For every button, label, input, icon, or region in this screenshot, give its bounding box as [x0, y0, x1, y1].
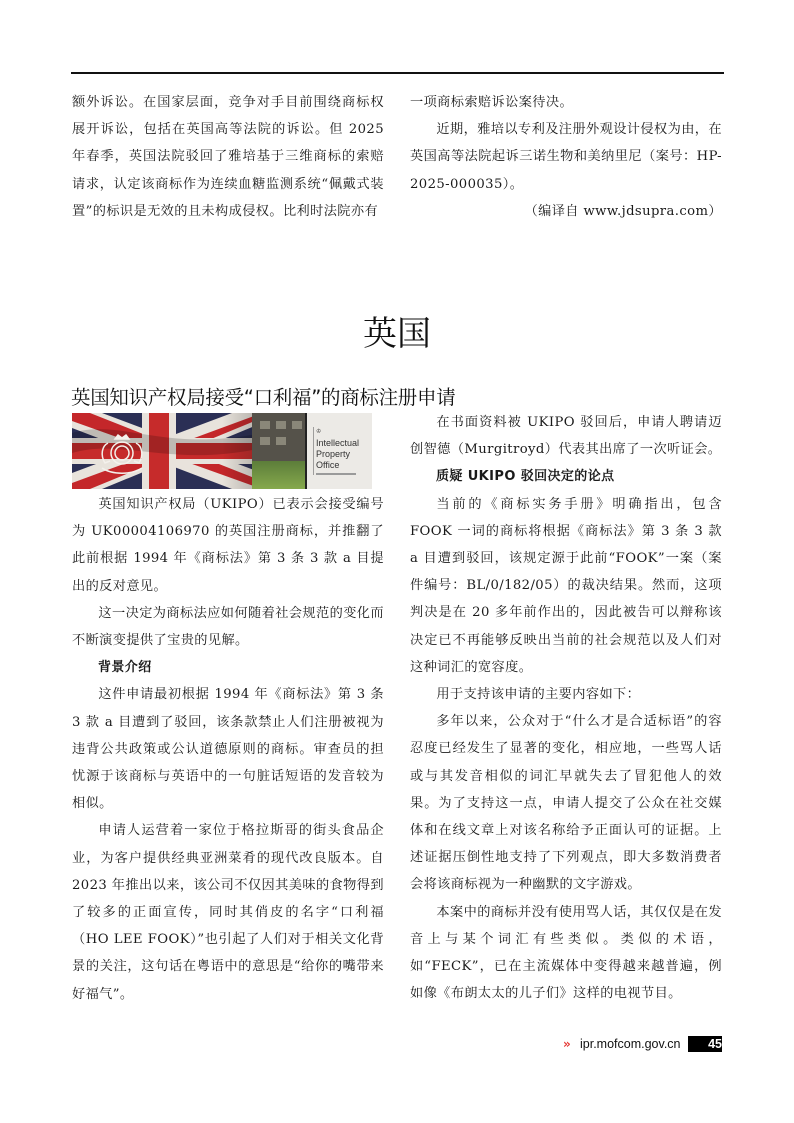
- source-credit: （编译自 www.jdsupra.com）: [524, 203, 722, 219]
- paragraph-feck-example: 本案中的商标并没有使用骂人话，其仅仅是在发音上与某个词汇有些类似。类似的术语，如“FECK”，已在主流媒体中变得越来越普遍，例如像《布朗太太的儿子们》这样的电视节目。: [410, 904, 722, 1002]
- article-banner-image: [72, 413, 372, 489]
- sign-line-1: Intellectual: [316, 438, 360, 448]
- paragraph-initial-refusal: 这件申请最初根据 1994 年《商标法》第 3 条 3 款 a 目遭到了驳回，该条款禁止人们注册被视为违背公共政策或公认道德原则的商标。审查员的担忧源于该商标与英语中的一句脏话短语的发音较为相似。: [72, 687, 384, 812]
- uk-flag-ipo-illustration: [72, 413, 372, 489]
- page-footer: [0, 1036, 794, 1056]
- sign-line-3: Office: [316, 460, 340, 470]
- article-right-column: [410, 409, 722, 1007]
- continuation-left-paragraph: 额外诉讼。在国家层面，竞争对手目前围绕商标权展开诉讼，包括在英国高等法院的诉讼。但 2025 年春季，英国法院驳回了雅培基于三维商标的索赔请求，认定该商标作为连续血糖监测系统“佩戴式装置”的标识是无效的且未构成侵权。比利时法院亦有: [72, 95, 384, 219]
- subhead-background: 背景介绍: [98, 660, 152, 676]
- paragraph-ukipo-accept: 英国知识产权局（UKIPO）已表示会接受编号为 UK00004106970 的英国注册商标，并推翻了此前根据 1994 年《商标法》第 3 条 3 款 a 目提出的反对意见。: [72, 497, 384, 594]
- subhead-arguments: 质疑 UKIPO 驳回决定的论点: [436, 469, 615, 485]
- continuation-left-column: [72, 89, 384, 225]
- header-rule: [71, 72, 724, 74]
- article-title: 英国知识产权局接受“口利福”的商标注册申请: [71, 386, 456, 409]
- continuation-right-paragraph-1: 一项商标索赔诉讼案待决。: [410, 95, 574, 110]
- continuation-right-column: [410, 89, 722, 225]
- sign-crest-icon: ♔: [316, 428, 322, 435]
- article-left-column: [72, 491, 384, 1008]
- paragraph-decision-insight: 这一决定为商标法应如何随着社会规范的变化而不断演变提供了宝贵的见解。: [72, 605, 384, 649]
- paragraph-practice-manual: 当前的《商标实务手册》明确指出，包含 FOOK 一词的商标将根据《商标法》第 3 条 3 款 a 目遭到驳回，该规定源于此前“FOOK”一案（案件编号：BL/0/182/05）的裁决结果。然而，这项判决是在 20 多年前作出的，因此被告可以辩称该决定已不再能够反映出当前的社会规范以及人们对这种词汇的宽容度。: [410, 496, 722, 675]
- continuation-right-paragraph-2: 近期，雅培以专利及注册外观设计侵权为由，在英国高等法院起诉三诺生物和美纳里尼（案号：HP-2025-000035）。: [410, 122, 722, 192]
- page-number: 45: [688, 1036, 722, 1052]
- footer-url-link[interactable]: ipr.mofcom.gov.cn: [580, 1037, 681, 1051]
- sign-line-2: Property: [316, 449, 351, 459]
- double-chevron-right-icon: »: [563, 1037, 568, 1051]
- paragraph-hearing: 在书面资料被 UKIPO 驳回后，申请人聘请迈创智德（Murgitroyd）代表其出席了一次听证会。: [410, 415, 722, 458]
- paragraph-applicant-business: 申请人运营着一家位于格拉斯哥的街头食品企业，为客户提供经典亚洲菜肴的现代改良版本。自 2023 年推出以来，该公司不仅因其美味的食物得到了较多的正面宣传，同时其俏皮的名字“口利福（HO LEE FOOK）”也引起了人们对于相关文化背景的关注，这句话在粤语中的意思是“给你的嘴带来好福气”。: [72, 823, 384, 1002]
- paragraph-public-tolerance: 多年以来，公众对于“什么才是合适标语”的容忍度已经发生了显著的变化，相应地，一些骂人话或与其发音相似的词汇早就失去了冒犯他人的效果。为了支持这一点，申请人提交了公众在社交媒体和在线文章上对该名称给予正面认可的证据。上述证据压倒性地支持了下列观点，即大多数消费者会将该商标视为一种幽默的文字游戏。: [410, 714, 722, 893]
- paragraph-main-points-intro: 用于支持该申请的主要内容如下：: [436, 687, 641, 703]
- section-title: 英国: [363, 314, 431, 354]
